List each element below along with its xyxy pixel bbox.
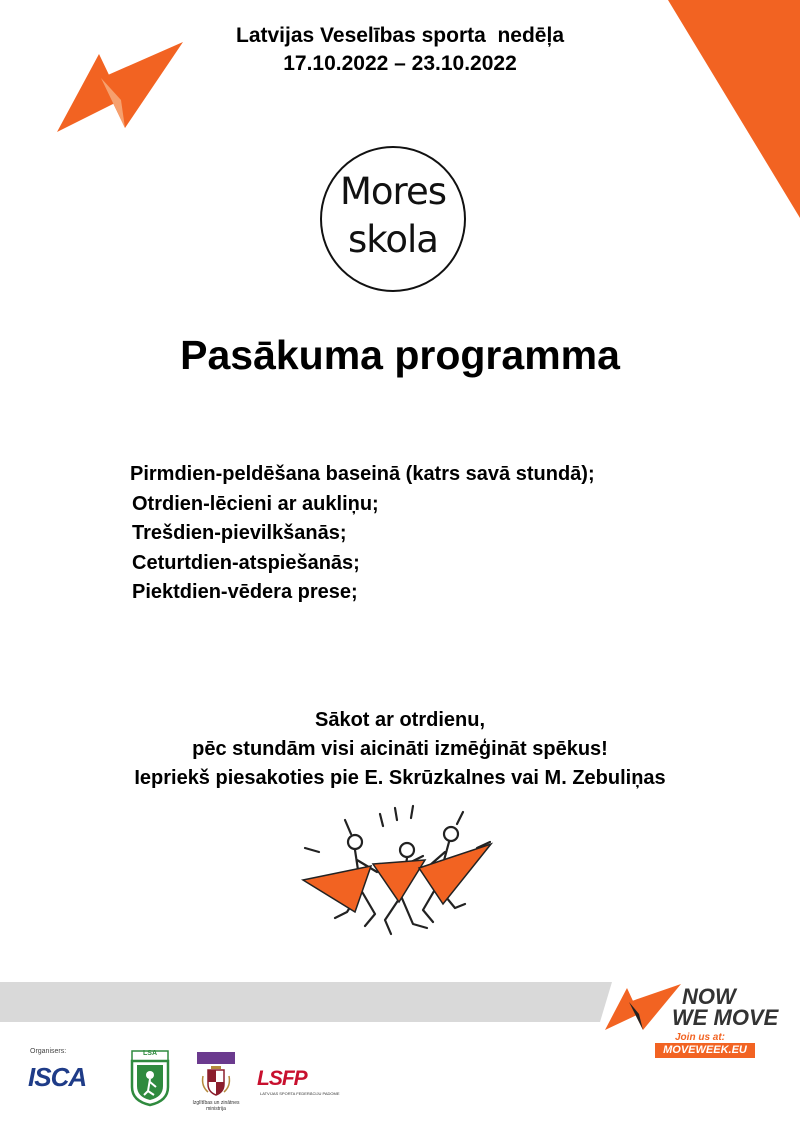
invitation-line-3: Iepriekš piesakoties pie E. Skrūzkalnes vai M. Zebuliņas (134, 767, 666, 789)
organisers-label: Organisers: (30, 1048, 67, 1055)
coat-of-arms-icon (200, 1066, 232, 1100)
lsfp-subtitle: LATVIJAS SPORTA FEDERĀCIJU PADOME (260, 1091, 340, 1096)
school-logo-line2: skola (348, 218, 438, 261)
ministry-line2: ministrija (206, 1106, 226, 1112)
event-date-range: 17.10.2022 – 23.10.2022 (283, 52, 517, 75)
lsfp-logo: LSFP (257, 1067, 307, 1090)
lsa-logo-text: LSA (143, 1050, 157, 1057)
moveweek-url[interactable]: MOVEWEEK.EU (655, 1043, 755, 1058)
isca-logo: ISCA (28, 1062, 87, 1092)
now-text: NOW (682, 984, 736, 1009)
program-list (132, 460, 752, 608)
event-name: Latvijas Veselības sporta nedēļa (236, 24, 564, 47)
event-header (0, 22, 800, 78)
school-logo-line1: Mores (340, 170, 446, 213)
dancing-people-flags-illustration (295, 800, 505, 945)
program-item-wednesday: Trešdien-pievilkšanās; (132, 522, 347, 544)
invitation-line-2: pēc stundām visi aicināti izmēģināt spēkus! (192, 738, 608, 760)
ministry-bar (197, 1052, 235, 1064)
we-move-text: WE MOVE (672, 1005, 779, 1030)
ministry-name (188, 1100, 244, 1112)
invitation-text (0, 706, 800, 793)
program-item-friday: Piektdien-vēdera prese; (132, 581, 358, 603)
program-item-monday: Pirmdien-peldēšana baseinā (katrs savā stundā); (130, 463, 595, 485)
program-item-tuesday: Otrdien-lēcieni ar aukliņu; (132, 492, 379, 515)
program-item-thursday: Ceturtdien-atspiešanās; (132, 551, 360, 574)
school-logo (320, 146, 466, 292)
join-us-label: Join us at: (675, 1032, 726, 1043)
invitation-line-1: Sākot ar otrdienu, (314, 709, 486, 731)
now-we-move-logo (672, 986, 778, 1028)
page-title: Pasākuma programma (180, 332, 620, 378)
lsa-shield-logo (130, 1049, 170, 1107)
ministry-line1: Izglītības un zinātnes (192, 1100, 240, 1106)
